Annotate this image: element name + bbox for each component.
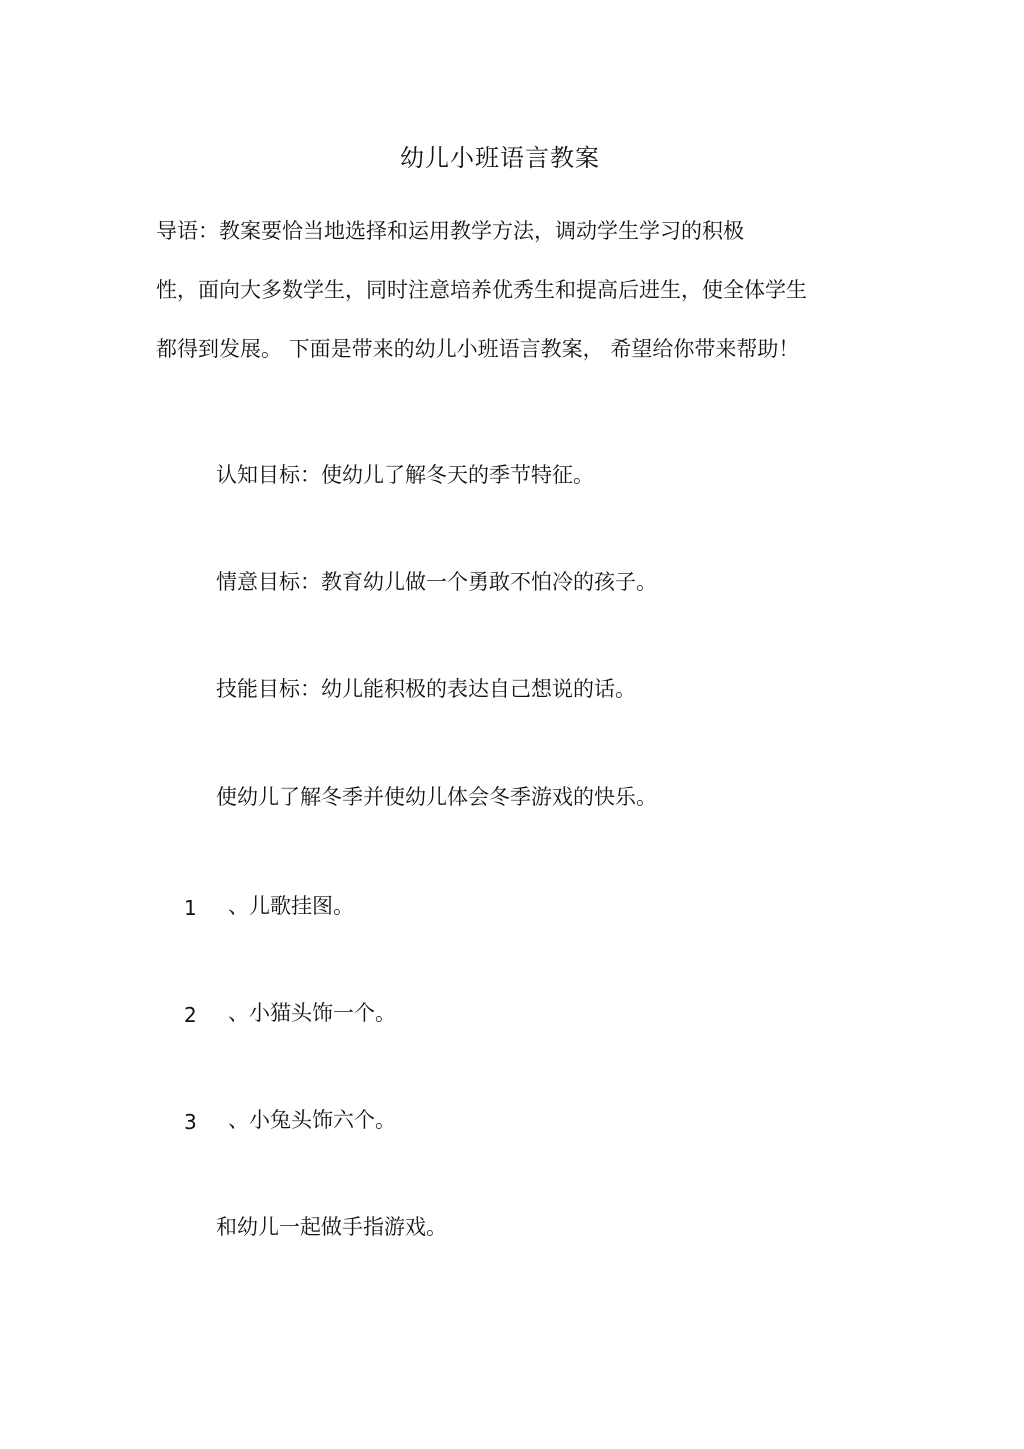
goal-affective: 情意目标：教育幼儿做一个勇敢不怕冷的孩子。 <box>216 570 657 594</box>
goal-skill: 技能目标：幼儿能积极的表达自己想说的话。 <box>216 677 636 701</box>
material-number-2: 2 <box>184 1003 197 1027</box>
material-text-3: 、小兔头饰六个。 <box>228 1108 396 1132</box>
document-title: 幼儿小班语言教案 <box>400 144 600 172</box>
closing-paragraph: 和幼儿一起做手指游戏。 <box>216 1215 447 1239</box>
focus-paragraph: 使幼儿了解冬季并使幼儿体会冬季游戏的快乐。 <box>216 785 657 809</box>
material-number-3: 3 <box>184 1110 197 1134</box>
intro-line-2: 性，面向大多数学生，同时注意培养优秀生和提高后进生，使全体学生 <box>156 278 807 302</box>
intro-line-1: 导语：教案要恰当地选择和运用教学方法，调动学生学习的积极 <box>156 219 744 243</box>
intro-line-3: 都得到发展。 下面是带来的幼儿小班语言教案， 希望给你带来帮助！ <box>156 337 800 361</box>
material-text-1: 、儿歌挂图。 <box>228 894 354 918</box>
material-number-1: 1 <box>184 896 197 920</box>
goal-cognitive: 认知目标：使幼儿了解冬天的季节特征。 <box>216 463 594 487</box>
material-text-2: 、小猫头饰一个。 <box>228 1001 396 1025</box>
